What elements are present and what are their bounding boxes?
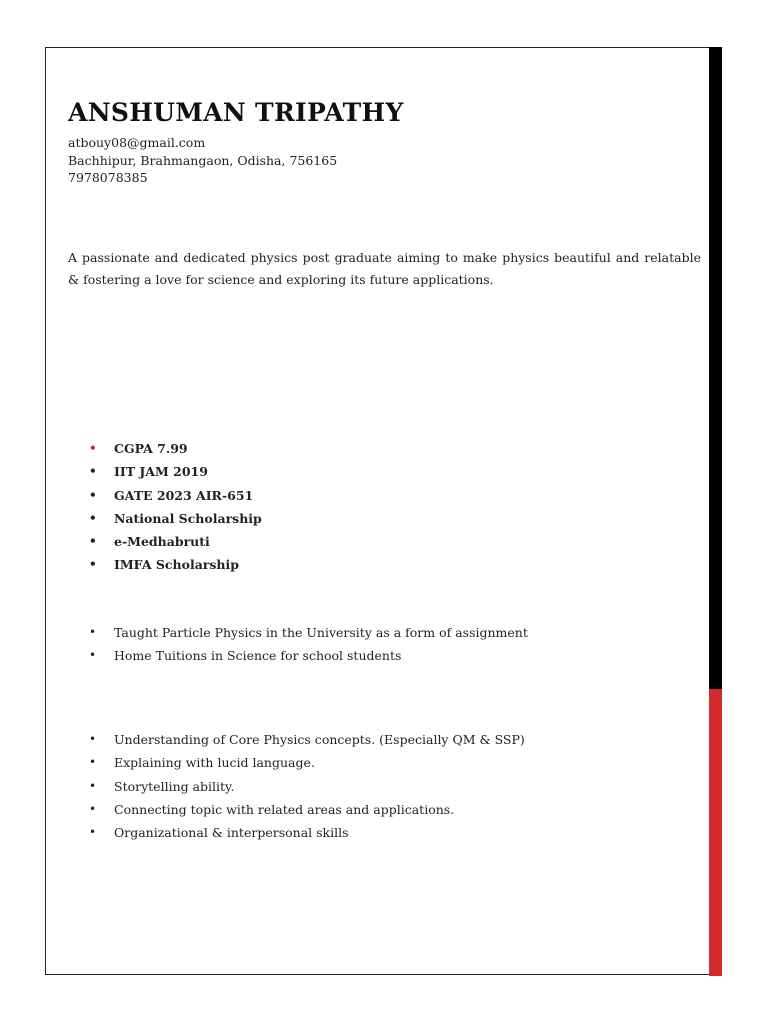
resume-page xyxy=(45,47,722,975)
skill-text: Understanding of Core Physics concepts. (Especially QM & SSP) xyxy=(114,732,525,747)
bullet-icon: • xyxy=(89,732,97,746)
list-item xyxy=(68,507,262,530)
list-item xyxy=(68,437,262,460)
list-item xyxy=(68,751,525,774)
bullet-icon: • xyxy=(89,441,97,455)
skills-list xyxy=(68,728,525,844)
bullet-icon: • xyxy=(89,648,97,663)
skill-text: Organizational & interpersonal skills xyxy=(114,825,349,841)
bullet-icon: • xyxy=(89,825,97,840)
list-item xyxy=(68,553,262,576)
list-item xyxy=(68,484,262,507)
achievement-text: CGPA 7.99 xyxy=(114,441,188,456)
list-item xyxy=(68,798,525,821)
achievements-list xyxy=(68,437,262,577)
list-item xyxy=(68,644,528,667)
list-item xyxy=(68,728,525,751)
achievement-text: GATE 2023 AIR-651 xyxy=(114,487,254,503)
bullet-icon: • xyxy=(89,755,97,770)
sidebar-black-bar xyxy=(709,47,722,689)
list-item xyxy=(68,460,262,483)
experience-list xyxy=(68,621,528,668)
sidebar-red-bar xyxy=(709,689,722,976)
email-text: atbouy08@gmail.com xyxy=(68,135,206,150)
contact-block xyxy=(68,134,337,187)
list-item xyxy=(68,621,528,644)
achievement-text: IIT JAM 2019 xyxy=(114,464,208,480)
experience-text: Taught Particle Physics in the University as a form of assignment xyxy=(114,625,528,640)
skill-text: Explaining with lucid language. xyxy=(114,755,315,771)
bullet-icon: • xyxy=(89,510,97,525)
summary-paragraph: A passionate and dedicated physics post graduate aiming to make physics beautiful and relatable & fostering a love for science and exploring its future applications. xyxy=(68,250,701,287)
skill-text: Storytelling ability. xyxy=(114,778,235,794)
bullet-icon: • xyxy=(89,557,97,572)
bullet-icon: • xyxy=(89,625,97,639)
list-item xyxy=(68,821,525,844)
bullet-icon: • xyxy=(89,778,97,793)
bullet-icon: • xyxy=(89,464,97,479)
bullet-icon: • xyxy=(89,801,97,816)
achievement-text: National Scholarship xyxy=(114,510,262,526)
candidate-name: ANSHUMAN TRIPATHY xyxy=(68,98,404,127)
achievement-text: e-Medhabruti xyxy=(114,534,210,550)
bullet-icon: • xyxy=(89,534,97,549)
list-item xyxy=(68,530,262,553)
achievement-text: IMFA Scholarship xyxy=(114,557,239,573)
list-item xyxy=(68,775,525,798)
phone-text: 7978078385 xyxy=(68,170,148,185)
skill-text: Connecting topic with related areas and applications. xyxy=(114,801,455,817)
bullet-icon: • xyxy=(89,487,97,502)
experience-text: Home Tuitions in Science for school students xyxy=(114,648,402,664)
address-text: Bachhipur, Brahmangaon, Odisha, 756165 xyxy=(68,152,338,168)
